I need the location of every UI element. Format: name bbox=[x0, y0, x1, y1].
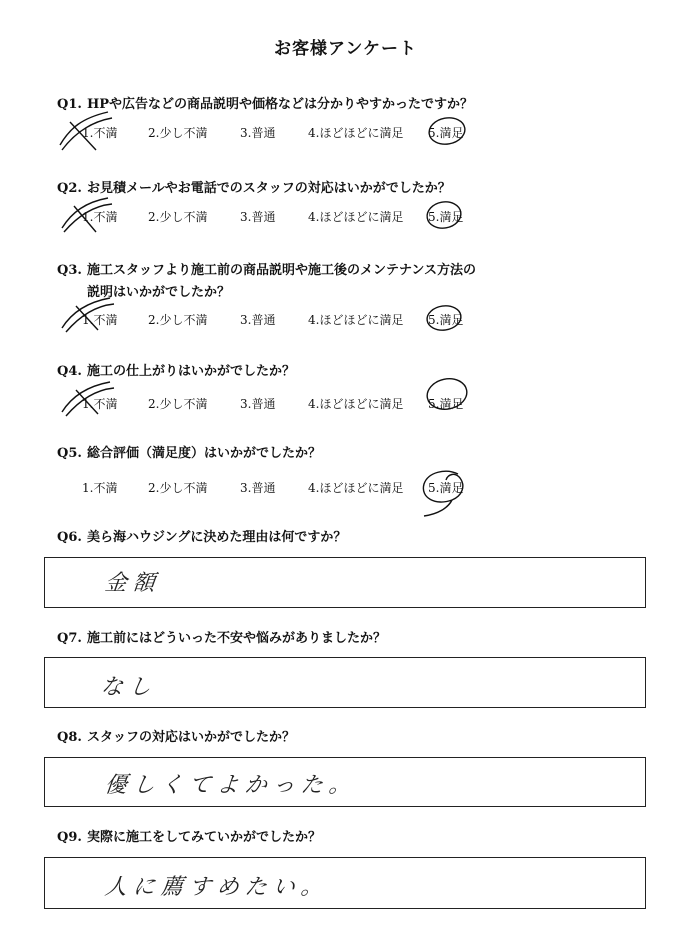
option-2[interactable]: 2.少し不満 bbox=[148, 397, 208, 411]
question-text: 総合評価（満足度）はいかがでしたか？ bbox=[87, 446, 322, 461]
question-3 bbox=[57, 259, 476, 300]
option-5[interactable]: 5.満足 bbox=[428, 397, 464, 411]
answer-box-q7[interactable] bbox=[44, 657, 646, 708]
question-1 bbox=[57, 93, 473, 112]
option-1[interactable]: 1.不満 bbox=[82, 126, 118, 140]
option-3[interactable]: 3.普通 bbox=[240, 397, 276, 411]
option-1[interactable]: 1.不満 bbox=[82, 397, 118, 411]
option-1[interactable]: 1.不満 bbox=[82, 210, 118, 224]
question-number: Q4. bbox=[57, 364, 82, 379]
answer-box-q8[interactable] bbox=[44, 757, 646, 807]
question-text: 美ら海ハウジングに決めた理由は何ですか？ bbox=[87, 530, 347, 545]
question-text: HPや広告などの商品説明や価格などは分かりやすかったですか？ bbox=[87, 97, 474, 112]
option-5[interactable]: 5.満足 bbox=[428, 210, 464, 224]
option-4[interactable]: 4.ほどほどに満足 bbox=[308, 481, 404, 495]
option-2[interactable]: 2.少し不満 bbox=[148, 481, 208, 495]
question-9 bbox=[57, 826, 321, 845]
question-number: Q1. bbox=[57, 97, 82, 112]
question-text: 施工の仕上がりはいかがでしたか？ bbox=[87, 364, 296, 379]
question-number: Q9. bbox=[57, 830, 82, 845]
question-text: 実際に施工をしてみていかがでしたか？ bbox=[87, 830, 322, 845]
option-3[interactable]: 3.普通 bbox=[240, 126, 276, 140]
question-text: スタッフの対応はいかがでしたか？ bbox=[87, 730, 296, 745]
question-4 bbox=[57, 360, 295, 379]
question-number: Q2. bbox=[57, 181, 82, 196]
option-3[interactable]: 3.普通 bbox=[240, 313, 276, 327]
question-number: Q7. bbox=[57, 631, 82, 646]
question-8 bbox=[57, 726, 295, 745]
option-4[interactable]: 4.ほどほどに満足 bbox=[308, 313, 404, 327]
option-1[interactable]: 1.不満 bbox=[82, 313, 118, 327]
question-number: Q6. bbox=[57, 530, 82, 545]
option-4[interactable]: 4.ほどほどに満足 bbox=[308, 210, 404, 224]
handwritten-answer: 金額 bbox=[103, 571, 163, 596]
question-number: Q5. bbox=[57, 446, 82, 461]
answer-box-q6[interactable] bbox=[44, 557, 646, 608]
question-text: お見積メールやお電話でのスタッフの対応はいかがでしたか？ bbox=[87, 181, 451, 196]
question-text: 施工前にはどういった不安や悩みがありましたか？ bbox=[87, 631, 387, 646]
survey-title: お客様アンケート bbox=[274, 39, 417, 59]
question-5 bbox=[57, 442, 321, 461]
option-5[interactable]: 5.満足 bbox=[428, 313, 464, 327]
handwritten-answer: なし bbox=[99, 675, 159, 700]
question-number: Q3. bbox=[57, 263, 82, 278]
option-3[interactable]: 3.普通 bbox=[240, 481, 276, 495]
question-7 bbox=[57, 627, 386, 646]
answer-box-q9[interactable] bbox=[44, 857, 646, 909]
question-2 bbox=[57, 177, 451, 196]
option-4[interactable]: 4.ほどほどに満足 bbox=[308, 397, 404, 411]
option-3[interactable]: 3.普通 bbox=[240, 210, 276, 224]
option-2[interactable]: 2.少し不満 bbox=[148, 126, 208, 140]
handwritten-answer: 優しくてよかった。 bbox=[103, 773, 359, 798]
option-4[interactable]: 4.ほどほどに満足 bbox=[308, 126, 404, 140]
question-text-line2: 説明はいかがでしたか？ bbox=[87, 285, 231, 300]
question-text: 施工スタッフより施工前の商品説明や施工後のメンテナンス方法の bbox=[87, 263, 476, 278]
option-5[interactable]: 5.満足 bbox=[428, 481, 464, 495]
question-number: Q8. bbox=[57, 730, 82, 745]
option-5[interactable]: 5.満足 bbox=[428, 126, 464, 140]
option-1[interactable]: 1.不満 bbox=[82, 481, 118, 495]
handwritten-answer: 人に薦すめたい。 bbox=[103, 875, 331, 900]
option-2[interactable]: 2.少し不満 bbox=[148, 313, 208, 327]
option-2[interactable]: 2.少し不満 bbox=[148, 210, 208, 224]
question-6 bbox=[57, 526, 346, 545]
